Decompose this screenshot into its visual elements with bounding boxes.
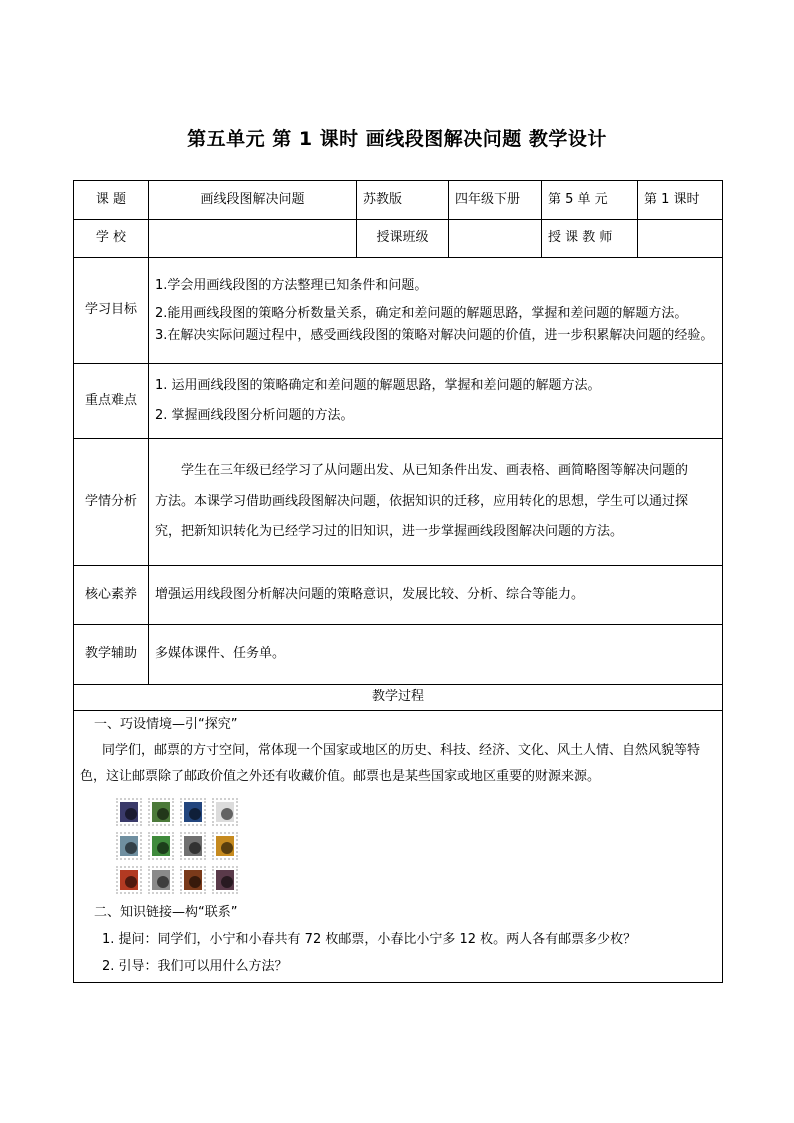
section2-title: 二、知识链接—构“联系” bbox=[94, 904, 238, 920]
section1-title: 一、巧设情境—引“探究” bbox=[94, 717, 238, 732]
stamp-image bbox=[212, 832, 238, 860]
stamp-image bbox=[212, 866, 238, 894]
topic-label: 课 题 bbox=[74, 181, 149, 220]
stamp-image bbox=[148, 798, 174, 826]
analysis-content bbox=[149, 439, 723, 566]
goals-content bbox=[149, 258, 723, 364]
stamp-image bbox=[116, 866, 142, 894]
process-header: 教学过程 bbox=[74, 685, 723, 711]
school-label: 学 校 bbox=[74, 220, 149, 258]
stamp-image bbox=[180, 866, 206, 894]
aids-text: 多媒体课件、任务单。 bbox=[149, 625, 723, 685]
topic-value: 画线段图解决问题 bbox=[149, 181, 357, 220]
literacy-text: 增强运用线段图分析解决问题的策略意识，发展比较、分析、综合等能力。 bbox=[149, 566, 723, 625]
goal-item: 3.在解决实际问题过程中，感受画线段图的策略对解决问题的价值，进一步积累解决问题的经验。 bbox=[155, 327, 714, 343]
row-aids bbox=[74, 625, 723, 685]
key-points-label: 重点难点 bbox=[74, 364, 149, 439]
literacy-label: 核心素养 bbox=[74, 566, 149, 625]
row-key-points bbox=[74, 364, 723, 439]
goal-item: 1.学会用画线段图的方法整理已知条件和问题。 bbox=[155, 278, 428, 294]
lesson-value: 第 1 课时 bbox=[638, 181, 723, 220]
teacher-value bbox=[638, 220, 723, 258]
stamp-image bbox=[116, 832, 142, 860]
stamp-image bbox=[116, 798, 142, 826]
goals-label: 学习目标 bbox=[74, 258, 149, 364]
stamp-image bbox=[180, 798, 206, 826]
stamp-image bbox=[148, 866, 174, 894]
class-label: 授课班级 bbox=[357, 220, 449, 258]
row-process bbox=[74, 711, 723, 983]
unit-value: 第 5 单 元 bbox=[542, 181, 638, 220]
question-item: 2. 引导：我们可以用什么方法？ bbox=[102, 958, 288, 974]
stamp-gallery bbox=[116, 798, 716, 894]
question-item: 1. 提问：同学们，小宁和小春共有 72 枚邮票，小春比小宁多 12 枚。两人各有邮票多少枚？ bbox=[102, 931, 637, 947]
stamp-image bbox=[212, 798, 238, 826]
stamp-image bbox=[180, 832, 206, 860]
teacher-label: 授 课 教 师 bbox=[542, 220, 638, 258]
lesson-plan-table bbox=[73, 180, 723, 983]
aids-label: 教学辅助 bbox=[74, 625, 149, 685]
row-topic bbox=[74, 181, 723, 220]
goal-item: 2.能用画线段图的策略分析数量关系，确定和差问题的解题思路，掌握和差问题的解题方法。 bbox=[155, 306, 688, 322]
key-points-content bbox=[149, 364, 723, 439]
publisher-value: 苏教版 bbox=[357, 181, 449, 220]
key-point-item: 1. 运用画线段图的策略确定和差问题的解题思路，掌握和差问题的解题方法。 bbox=[155, 377, 601, 393]
section1-text: 同学们，邮票的方寸空间，常体现一个国家或地区的历史、科技、经济、文化、风土人情、自然风貌等特色，这让邮票除了邮政价值之外还有收藏价值。邮票也是某些国家或地区重要的财源来源。 bbox=[80, 742, 701, 784]
page-title: 第五单元 第 1 课时 画线段图解决问题 教学设计 bbox=[187, 128, 607, 150]
process-content bbox=[74, 711, 723, 983]
key-point-item: 2. 掌握画线段图分析问题的方法。 bbox=[155, 408, 354, 423]
row-literacy bbox=[74, 566, 723, 625]
school-value bbox=[149, 220, 357, 258]
analysis-text: 学生在三年级已经学习了从问题出发、从已知条件出发、画表格、画简略图等解决问题的方法。本课学习借助画线段图解决问题，依据知识的迁移，应用转化的思想，学生可以通过探究，把新知识转化为已经学习过的旧知识，进一步掌握画线段图解决问题的方法。 bbox=[155, 463, 689, 540]
grade-value: 四年级下册 bbox=[449, 181, 542, 220]
row-analysis bbox=[74, 439, 723, 566]
analysis-label: 学情分析 bbox=[74, 439, 149, 566]
row-process-header bbox=[74, 685, 723, 711]
stamp-image bbox=[148, 832, 174, 860]
row-goals bbox=[74, 258, 723, 364]
row-school bbox=[74, 220, 723, 258]
class-value bbox=[449, 220, 542, 258]
